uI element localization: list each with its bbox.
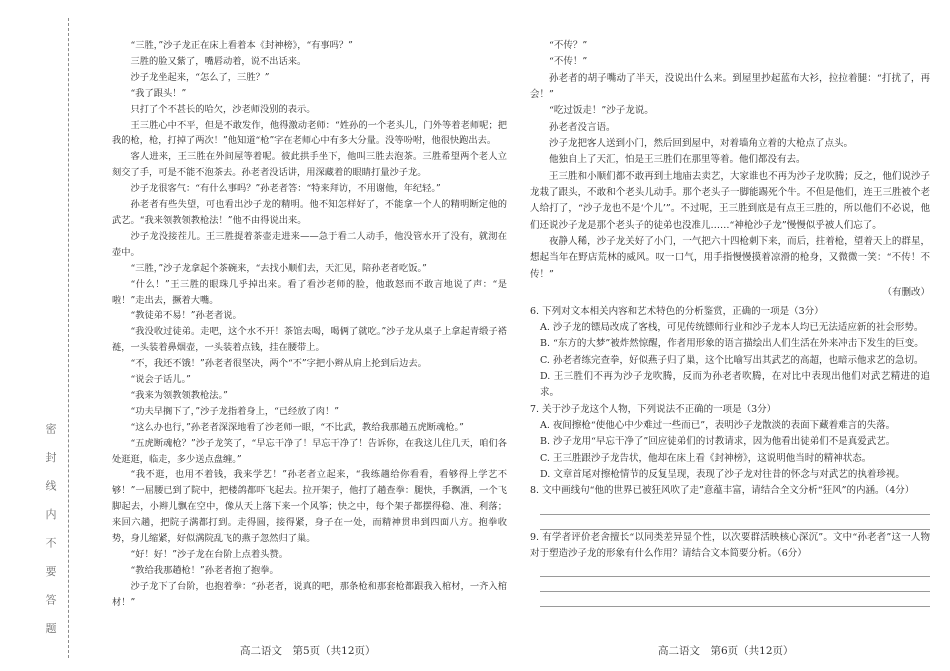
answer-option[interactable]: C. 王三胜跟沙子龙告状，他却在床上看《封神榜》，这说明他当时的精神状态。 <box>540 452 872 464</box>
answer-option[interactable]: D. 文章首尾对擦枪情节的反复呈现，表现了沙子龙对往昔的怀念与对武艺的执着珍视。 <box>540 468 905 480</box>
question-stem: 7. 关于沙子龙这个人物，下列说法不正确的一项是（3分） <box>530 403 777 415</box>
page-6-body <box>530 38 930 607</box>
binding-dashed-line <box>68 18 69 658</box>
question-6 <box>530 304 930 402</box>
answer-option[interactable]: D. 王三胜们不再为沙子龙吹腾，反而为孙老者吹腾，在对比中表现出他们对武艺精进的追求。 <box>540 370 930 399</box>
story-paragraph: 他独自上了天汇，怕是王三胜们在那里等着。他们都没有去。 <box>549 154 806 166</box>
question-8 <box>530 483 930 529</box>
answer-line[interactable] <box>540 500 930 515</box>
story-paragraph: “不传！” <box>549 56 588 68</box>
story-paragraph: “我没收过徒弟。走吧，这个水不开！茶馆去喝，喝俩了就吃。”沙子龙从桌子上拿起青缎子褡裢，一头装着鼻烟壶，一头装着点钱，挂在腰带上。 <box>112 326 507 354</box>
story-paragraph: 孙老者的胡子嘴动了半天，没说出什么来。到屋里抄起蓝布大衫，拉拉着腿：“打扰了，再会！” <box>530 72 930 101</box>
source-note: （有删改） <box>882 287 930 299</box>
story-paragraph: “五虎断魂枪？”沙子龙笑了，“早忘干净了！早忘干净了！告诉你，在我这儿住几天，咱们各处逛逛，临走，多少送点盘缠。” <box>112 437 507 465</box>
story-paragraph: 孙老者没言语。 <box>549 121 616 133</box>
answer-option[interactable]: B. 沙子龙用“早忘干净了”回应徒弟们的讨教请求，因为他看出徒弟们不是真爱武艺。 <box>540 436 896 448</box>
answer-option[interactable]: C. 孙老者练完查拳，好似燕子归了巢，这个比喻写出其武艺的高超，也暗示他求艺的急切。 <box>540 354 924 366</box>
story-paragraph: 孙老者有些失望，可也看出沙子龙的精明。他不知怎样好了，不能拿一个人的精明断定他的武艺。“我来领教领教枪法！”他不由得说出来。 <box>112 199 507 226</box>
binding-margin <box>0 0 98 671</box>
story-paragraph: “说会子话儿。” <box>130 374 191 386</box>
page-5-body <box>112 38 507 611</box>
story-paragraph: 只打了个不甚长的哈欠，沙老师没别的表示。 <box>130 103 316 115</box>
story-paragraph: “教给我那趟枪！”孙老者抱了抱拳。 <box>130 564 279 576</box>
question-7 <box>530 402 930 484</box>
answer-line[interactable] <box>540 515 930 530</box>
story-paragraph: 沙子龙下了台阶，也抱着拳：“孙老者，说真的吧，那条枪和那套枪都跟我入棺材，一齐入棺材！” <box>112 580 507 608</box>
story-paragraph: “我不逛，也用不着钱，我来学艺！”孙老者立起来，“我练趟给你看看，看够得上学艺不够！”一屈腰已到了院中，把楼鸽都吓飞起去。拉开架子，他打了趟查拳：腿快，手飘洒，一个飞脚起去，小辫儿飘在空中，像从天上落下来一个风筝；快之中，每个架子都摆得稳、准、利落；来回六趟，把院子满都打到。走得圆，接得紧，身子在一处，而精神贯串到四面八方。抱拳收势，身儿缩紧，好似满院乱飞的燕子忽然归了巢。 <box>112 469 507 545</box>
answer-line[interactable] <box>540 562 930 577</box>
story-paragraph: 沙子龙很客气：“有什么事吗？”孙老者答：“特来拜访，不用谢他，年纪轻。” <box>130 183 441 195</box>
story-continuation <box>530 38 930 283</box>
page-footer-right: 高二语文 第6页（共12页） <box>658 645 794 657</box>
answer-option[interactable]: B. “东方的大梦”被炸然惊醒，作者用形象的语言描绘出人们生活在外来冲击下发生的巨变。 <box>540 338 924 350</box>
story-paragraph: 沙子龙坐起来，“怎么了，三胜？” <box>130 71 270 83</box>
story-paragraph: “不，我还不饿！”孙老者很坚决，两个“不”字把小辫从肩上抡到后边去。 <box>130 358 427 370</box>
story-paragraph: 夜静人稀，沙子龙关好了小门，一气把六十四枪刺下来，而后，拄着枪，望着天上的群星，想起当年在野店荒林的威风。叹一口气，用手指慢慢摸着凉滑的枪身，又微微一笑：“不传！不传！” <box>530 236 930 280</box>
story-paragraph: “我来为领教领教枪法。” <box>130 389 228 401</box>
story-paragraph: 王三胜心中不平，但是不敢发作，他得激动老师：“姓孙的一个老头儿，门外等着老师呢；把我的枪，枪，打掉了两次！”他知道“枪”字在老师心中有多大分量。没等吩咐，他很快跑出去。 <box>112 119 507 147</box>
question-stem: 6. 下列对文本相关内容和艺术特色的分析鉴赏，正确的一项是（3分） <box>530 305 824 317</box>
story-paragraph: 客人进来，王三胜在外间屋等着呢。彼此拱手坐下，他叫三胜去泡茶。三胜希望两个老人立刻交了手，可是不能不泡茶去。孙老者没话讲，用深藏着的眼睛打量沙子龙。 <box>112 151 507 179</box>
answer-option[interactable]: A. 夜间擦枪“使他心中少难过一些而已”，表明沙子龙散淡的表面下藏着难言的失落。 <box>540 419 896 431</box>
question-9 <box>530 530 930 608</box>
story-paragraph: “三胜，”沙子龙正在床上看着本《封神榜》，“有事吗？” <box>130 40 353 51</box>
answer-line[interactable] <box>540 592 930 607</box>
binding-warning-text: 密 封 线 内 不 要 答 题 <box>44 422 57 640</box>
story-paragraph: “三胜，”沙子龙拿起个茶碗来，“去找小顺们去，天汇见，陪孙老者吃饭。” <box>130 262 427 274</box>
question-section <box>530 304 930 608</box>
story-paragraph: 沙子龙把客人送到小门，然后回到屋中，对着墙角立着的大枪点了点头。 <box>549 138 854 150</box>
story-paragraph: 王三胜和小顺们都不敢再到土地庙去卖艺，大家谁也不再为沙子龙吹腾；反之，他们说沙子龙栽了跟头，不敢和个老头儿动手。那个老头子一脚能踢死个牛。不但是他们，连王三胜被个老人给打了，“沙子龙也不是‘个儿’”。不过呢，王三胜到底是有点王三胜的，所以他们不必说，他们还说沙子龙是那个老头子的徒弟也没准儿……“神枪沙子龙”慢慢似乎被人们忘了。 <box>530 170 930 231</box>
question-stem: 8. 文中画线句“他的世界已被狂风吹了走”意蕴丰富，请结合全文分析“狂风”的内涵。（4分） <box>530 485 915 497</box>
page-footer-left: 高二语文 第5页（共12页） <box>240 645 376 657</box>
story-paragraph: 三胜的脸又紫了，嘴唇动着，说不出话来。 <box>130 55 307 67</box>
question-stem: 9. 有学者评价老舍擅长“以同类差异显个性，以次要群活映核心深沉”。文中“孙老者”这一人物对于塑造沙子龙的形象有什么作用？请结合文本简要分析。（6分） <box>530 531 930 559</box>
story-paragraph: “什么！”王三胜的眼珠几乎掉出来。看了看沙老师的脸，他敢怒而不敢言地说了声：“是啦！”走出去，撅着大嘴。 <box>112 278 507 306</box>
story-paragraph: “教徒弟不易！”孙老者说。 <box>130 310 242 322</box>
story-paragraph: “我了跟头！” <box>130 87 187 99</box>
story-paragraph: 沙子龙没接茬儿。王三胜提着茶壶走进来——急于看二人动手，他没管水开了没有，就沏在壶中。 <box>112 230 507 258</box>
answer-line[interactable] <box>540 577 930 592</box>
story-paragraph: “功夫早搁下了，”沙子龙指着身上，“已经放了肉！” <box>130 405 340 417</box>
story-paragraph: “这么办也行，”孙老者深深地看了沙老师一眼，“不比武，教给我那趟五虎断魂枪。” <box>130 421 464 433</box>
answer-option[interactable]: A. 沙子龙的镖局改成了客栈，可见传统镖师行业和沙子龙本人均已无法适应新的社会形势。 <box>540 321 924 333</box>
story-paragraph: “吃过饭走！”沙子龙说。 <box>549 105 654 117</box>
story-paragraph: “好！好！”沙子龙在台阶上点着头赞。 <box>130 549 288 560</box>
story-paragraph: “不传？” <box>549 40 588 51</box>
